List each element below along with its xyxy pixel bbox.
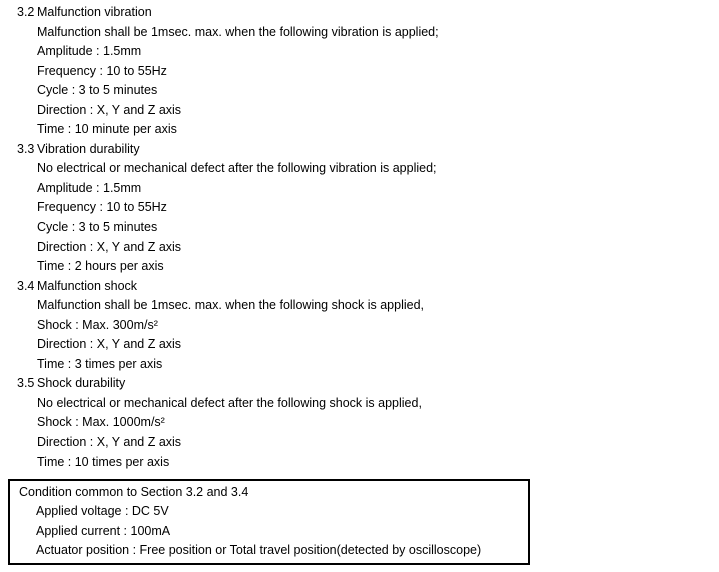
spec-line: Amplitude : 1.5mm (37, 180, 142, 195)
section-heading (17, 374, 719, 394)
spec-line: Direction : X, Y and Z axis (37, 102, 182, 117)
section-title: Vibration durability (37, 141, 140, 156)
section-vibration-durability (17, 140, 719, 277)
spec-line: No electrical or mechanical defect after the following vibration is applied; (37, 161, 437, 176)
spec-line: Malfunction shall be 1msec. max. when the following vibration is applied; (37, 24, 439, 39)
section-number: 3.4 (17, 278, 35, 293)
section-heading (17, 140, 719, 160)
spec-line: Frequency : 10 to 55Hz (37, 63, 167, 78)
section-number: 3.5 (17, 376, 35, 391)
spec-line: Time : 10 times per axis (37, 454, 170, 469)
condition-box-title: Condition common to Section 3.2 and 3.4 (19, 485, 249, 500)
spec-line: No electrical or mechanical defect after the following shock is applied, (37, 395, 422, 410)
section-shock-durability (17, 374, 719, 472)
spec-line: Cycle : 3 to 5 minutes (37, 83, 158, 98)
spec-line: Amplitude : 1.5mm (37, 44, 142, 59)
section-heading (17, 3, 719, 23)
section-heading (17, 277, 719, 297)
spec-line: Direction : X, Y and Z axis (37, 435, 182, 450)
spec-line: Time : 2 hours per axis (37, 259, 164, 274)
section-number: 3.3 (17, 141, 35, 156)
condition-line: Actuator position : Free position or Total travel position(detected by oscilloscope) (36, 543, 482, 558)
section-title: Malfunction vibration (37, 5, 152, 19)
section-title: Shock durability (37, 376, 126, 391)
condition-line: Applied current : 100mA (36, 523, 171, 538)
spec-line: Time : 3 times per axis (37, 356, 163, 371)
spec-line: Cycle : 3 to 5 minutes (37, 220, 158, 235)
spec-line: Time : 10 minute per axis (37, 122, 177, 137)
section-number: 3.2 (17, 5, 35, 19)
spec-line: Shock : Max. 300m/s² (37, 317, 158, 332)
condition-line: Applied voltage : DC 5V (36, 504, 169, 519)
spec-line: Direction : X, Y and Z axis (37, 337, 182, 352)
spec-line: Direction : X, Y and Z axis (37, 239, 182, 254)
spec-line: Shock : Max. 1000m/s² (37, 415, 165, 430)
section-malfunction-vibration (17, 3, 719, 140)
spec-line: Malfunction shall be 1msec. max. when the following shock is applied, (37, 298, 425, 313)
condition-box (8, 479, 530, 565)
section-malfunction-shock (17, 277, 719, 375)
section-title: Malfunction shock (37, 278, 138, 293)
spec-line: Frequency : 10 to 55Hz (37, 200, 167, 215)
